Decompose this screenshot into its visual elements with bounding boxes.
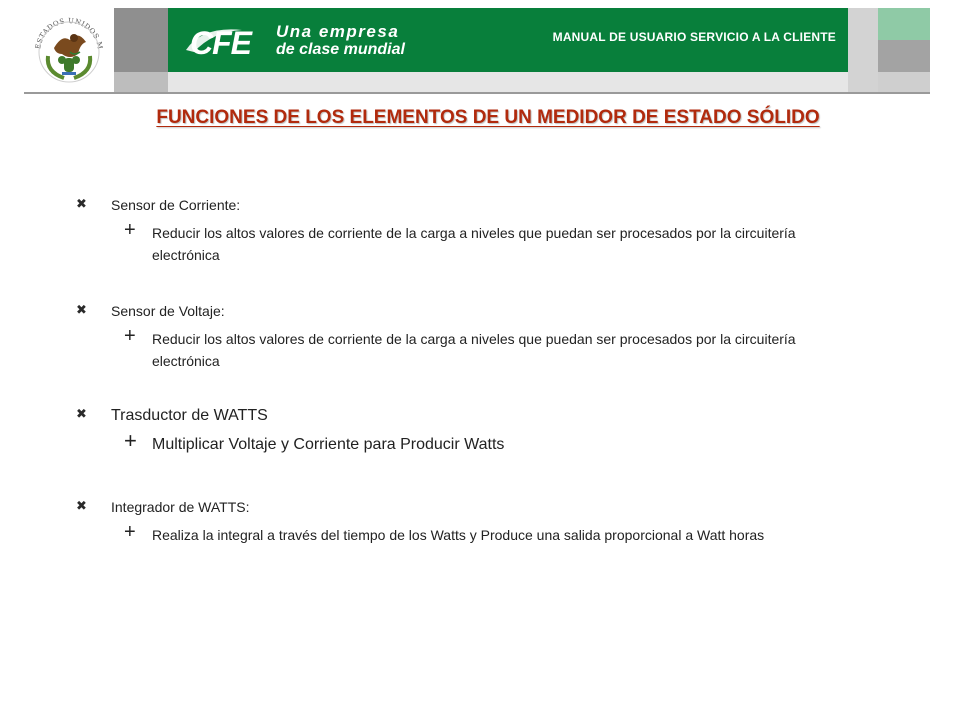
header-accent-green xyxy=(878,8,930,40)
plus-icon: + xyxy=(124,428,137,453)
item-label: Integrador de WATTS: xyxy=(111,499,250,515)
seal-text: ESTADOS UNIDOS M xyxy=(34,16,105,51)
header-band xyxy=(24,8,930,93)
plus-icon: + xyxy=(124,325,136,347)
logo-mark-text: CFE xyxy=(190,25,251,61)
cfe-logo-mark xyxy=(182,20,432,62)
plus-icon: + xyxy=(124,219,136,241)
mexican-coat-of-arms-icon xyxy=(24,8,114,93)
item-label: Trasductor de WATTS xyxy=(111,407,268,424)
sub-item-text: Reducir los altos valores de corriente de la carga a niveles que puedan ser procesados por la circuitería electrónica xyxy=(152,225,796,263)
sub-item-text: Reducir los altos valores de corriente de la carga a niveles que puedan ser procesados por la circuitería electrónica xyxy=(152,331,796,369)
header-divider xyxy=(24,92,930,94)
header-right-block xyxy=(848,8,878,93)
x-mark-icon: ✖ xyxy=(76,302,87,317)
header-accent-light xyxy=(878,72,930,93)
x-mark-icon: ✖ xyxy=(76,196,87,211)
page-title: FUNCIONES DE LOS ELEMENTOS DE UN MEDIDOR DE ESTADO SÓLIDO xyxy=(156,107,820,128)
brand-bar-underline xyxy=(168,72,848,93)
logo-tagline-2: de clase mundial xyxy=(276,41,405,58)
x-mark-icon: ✖ xyxy=(76,498,87,513)
item-label: Sensor de Voltaje: xyxy=(111,303,225,319)
x-mark-icon: ✖ xyxy=(76,406,87,421)
logo-tagline-1: Una empresa xyxy=(276,22,400,41)
sub-item-text: Multiplicar Voltaje y Corriente para Producir Watts xyxy=(152,436,505,453)
plus-icon: + xyxy=(124,521,136,543)
sub-item-text: Realiza la integral a través del tiempo de los Watts y Produce una salida proporcional a Watt horas xyxy=(152,527,765,543)
header-gray-block-light xyxy=(114,72,168,93)
header-gray-block xyxy=(114,8,168,72)
header-accent-gray xyxy=(878,40,930,72)
manual-title: MANUAL DE USUARIO SERVICIO A LA CLIENTE xyxy=(552,30,836,44)
brand-bar xyxy=(168,8,848,72)
item-label: Sensor de Corriente: xyxy=(111,197,241,213)
seal-panel xyxy=(24,8,115,93)
cfe-logo xyxy=(182,20,432,62)
